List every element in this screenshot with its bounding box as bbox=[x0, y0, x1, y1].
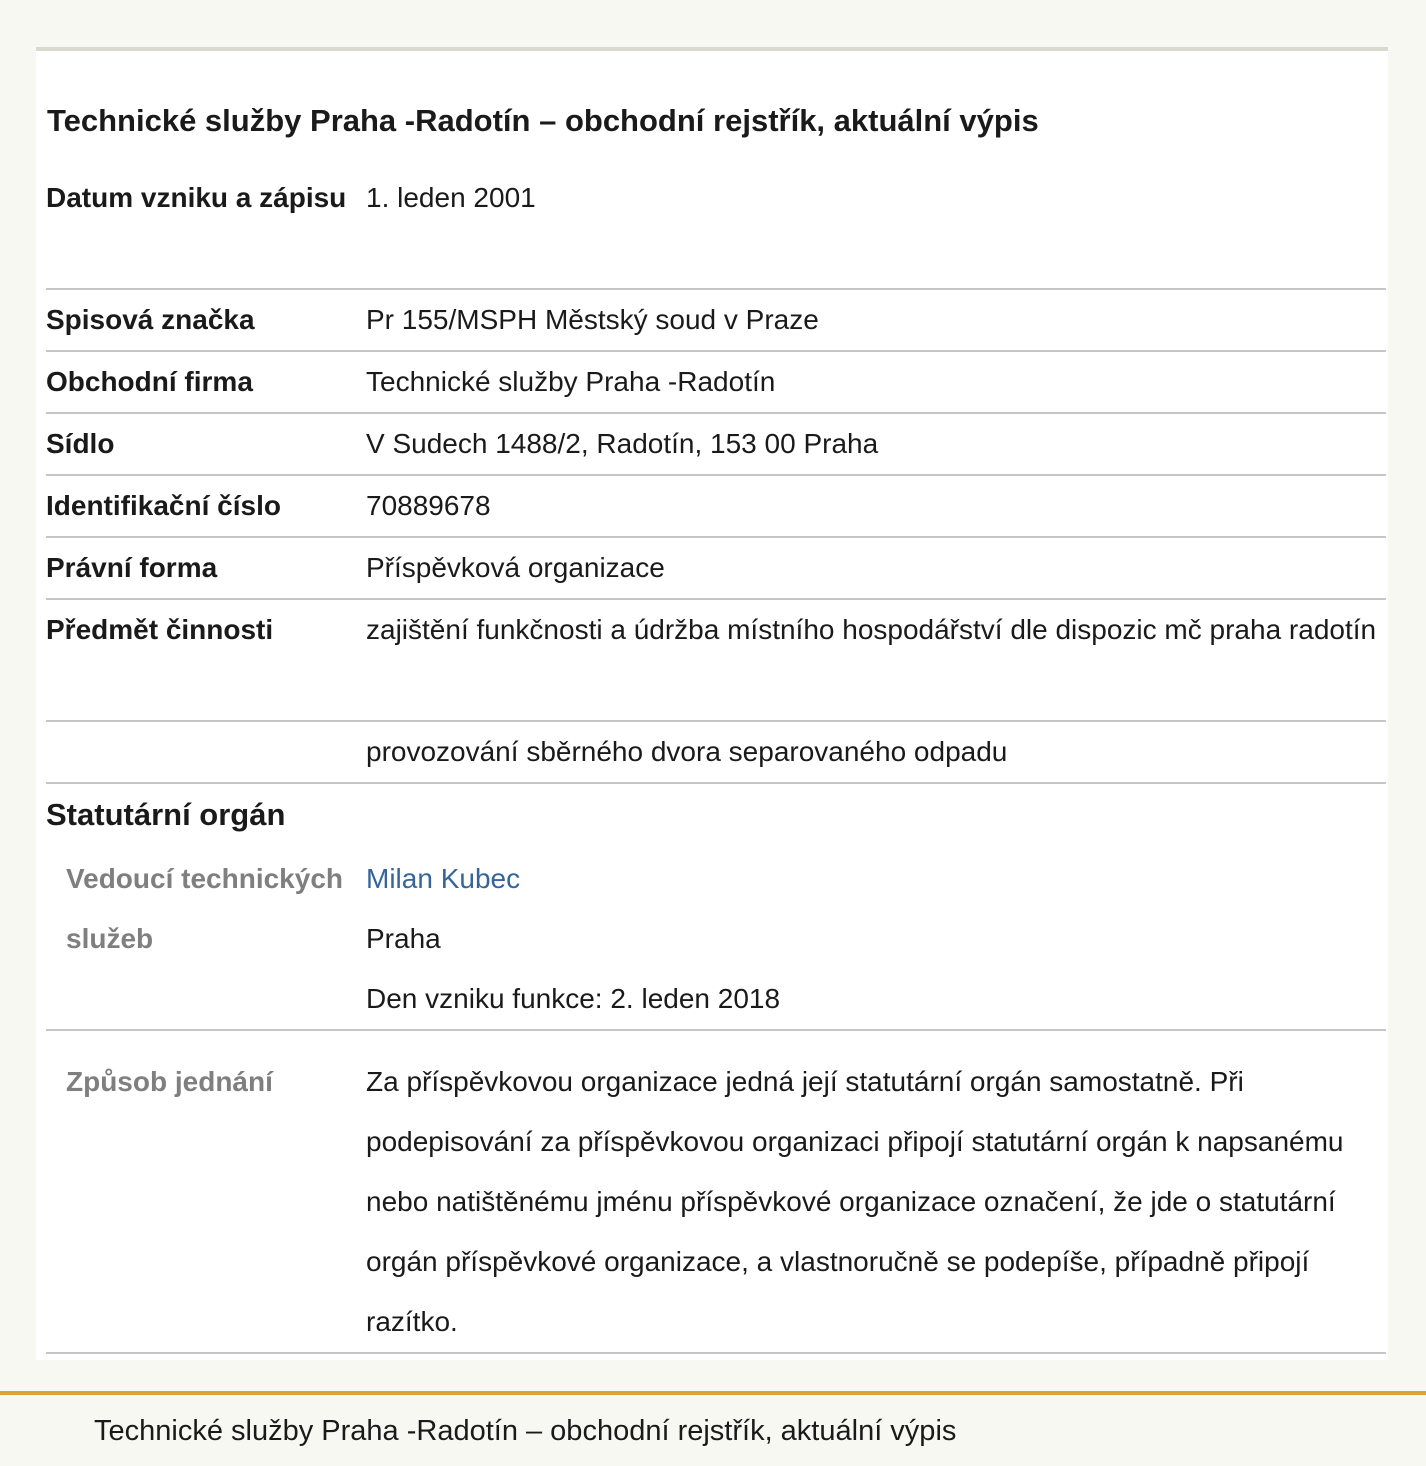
footer-title: Technické služby Praha -Radotín – obchodní rejstřík, aktuální výpis bbox=[94, 1415, 957, 1447]
row-value: Za příspěvkovou organizace jedná její statutární orgán samostatně. Při podepisování za příspěvkovou organizaci připojí statutární orgán k napsanému nebo natištěnému jménu příspěvkové organizace označení, že jde o statutární orgán příspěvkové organizace, a vlastnoručně se podepíše, případně připojí razítko. bbox=[366, 1066, 1344, 1337]
row-value: V Sudech 1488/2, Radotín, 153 00 Praha bbox=[366, 428, 879, 459]
register-card bbox=[36, 47, 1388, 1360]
row-value: zajištění funkčnosti a údržba místního hospodářství dle dispozic mč praha radotín bbox=[366, 614, 1377, 645]
row-legal-form bbox=[46, 538, 1386, 600]
person-function-since: Den vzniku funkce: 2. leden 2018 bbox=[366, 983, 781, 1014]
row-business-activity-2 bbox=[46, 722, 1386, 784]
row-file-number bbox=[46, 290, 1386, 352]
person-name-link[interactable]: Milan Kubec bbox=[366, 863, 521, 894]
row-label: Předmět činnosti bbox=[46, 614, 274, 645]
row-value: Příspěvková organizace bbox=[366, 552, 665, 583]
row-label: Právní forma bbox=[46, 552, 218, 583]
row-founding-date bbox=[46, 168, 1386, 290]
row-value: 1. leden 2001 bbox=[366, 182, 536, 213]
page-title: Technické služby Praha -Radotín – obchodní rejstřík, aktuální výpis bbox=[47, 103, 1039, 138]
row-value bbox=[366, 849, 1386, 1029]
row-label: Obchodní firma bbox=[46, 366, 253, 397]
row-value: provozování sběrného dvora separovaného odpadu bbox=[366, 736, 1008, 767]
statutory-heading: Statutární orgán bbox=[46, 797, 286, 832]
row-address bbox=[46, 414, 1386, 476]
row-business-name bbox=[46, 352, 1386, 414]
row-value: Pr 155/MSPH Městský soud v Praze bbox=[366, 304, 819, 335]
row-label: Sídlo bbox=[46, 428, 115, 459]
footer bbox=[0, 1391, 1426, 1466]
row-statutory-head bbox=[46, 849, 1386, 1031]
row-label: Způsob jednání bbox=[66, 1066, 273, 1097]
person-city: Praha bbox=[366, 923, 441, 954]
row-label: Identifikační číslo bbox=[46, 490, 281, 521]
row-label: Vedoucí technických služeb bbox=[66, 863, 343, 954]
row-label: Datum vzniku a zápisu bbox=[46, 182, 347, 213]
row-business-activity bbox=[46, 600, 1386, 722]
row-manner-of-acting bbox=[46, 1052, 1386, 1354]
row-label: Spisová značka bbox=[46, 304, 255, 335]
row-value: Technické služby Praha -Radotín bbox=[366, 366, 776, 397]
row-value: 70889678 bbox=[366, 490, 491, 521]
row-id-number bbox=[46, 476, 1386, 538]
